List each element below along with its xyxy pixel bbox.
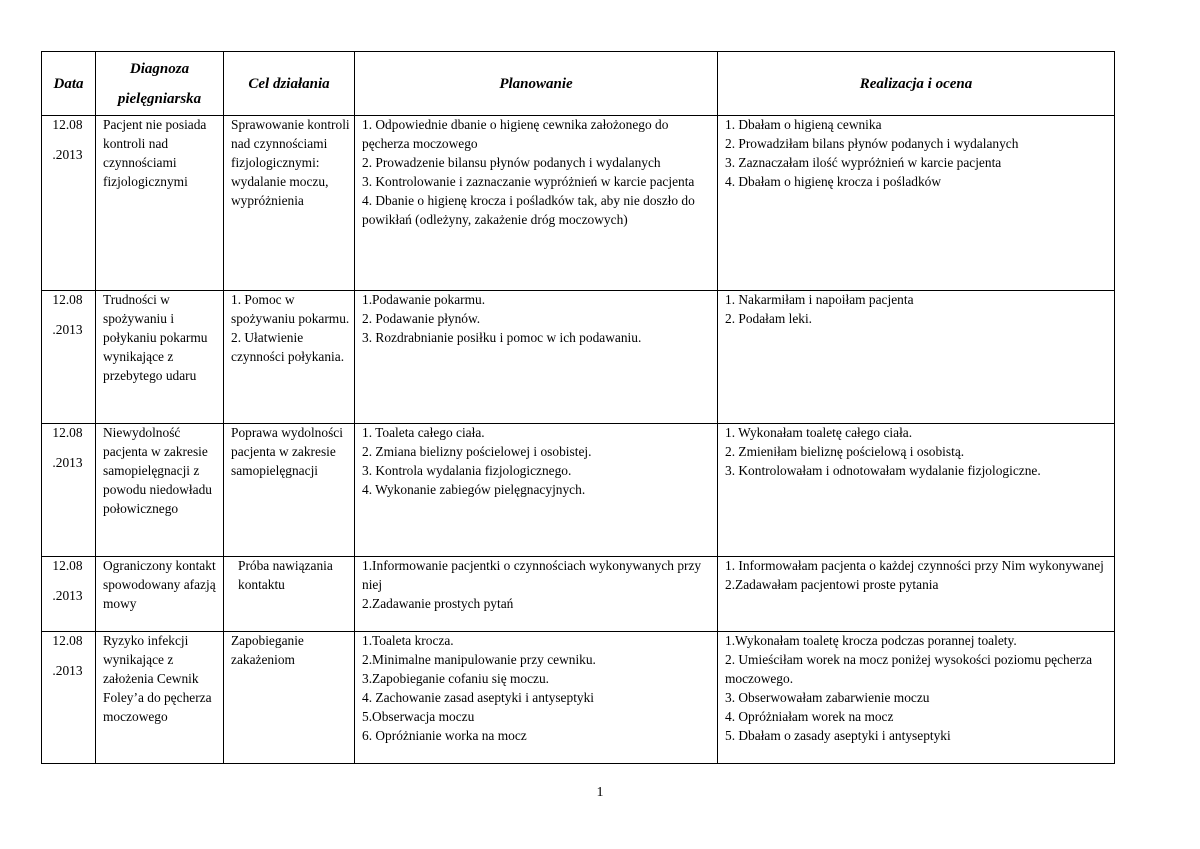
date-line-2: .2013 <box>52 587 83 603</box>
planning-cell: 1.Toaleta krocza. 2.Minimalne manipulowanie przy cewniku. 3.Zapobieganie cofaniu się moczu. 4. Zachowanie zasad aseptyki i antyseptyki 5.Obserwacja moczu 6. Opróżnianie worka na mocz <box>355 632 718 764</box>
realization-cell: 1. Wykonałam toaletę całego ciała. 2. Zmieniłam bieliznę pościelową i osobistą. 3. Kontrolowałam i odnotowałam wydalanie fizjologiczne. <box>718 424 1115 557</box>
header-row <box>42 52 1115 116</box>
date-line-1: 12.08 <box>52 117 83 132</box>
date-line-1: 12.08 <box>52 558 83 573</box>
table-row <box>42 557 1115 632</box>
realization-cell: 1. Nakarmiłam i napoiłam pacjenta 2. Podałam leki. <box>718 291 1115 424</box>
realization-cell: 1.Wykonałam toaletę krocza podczas porannej toalety. 2. Umieściłam worek na mocz poniżej wysokości poziomu pęcherza moczowego. 3. Obserwowałam zabarwienie moczu 4. Opróżniałam worek na mocz 5. Dbałam o zasady aseptyki i antyseptyki <box>718 632 1115 764</box>
date-line-1: 12.08 <box>52 292 83 307</box>
date-line-2: .2013 <box>52 321 83 337</box>
date-line-1: 12.08 <box>52 633 83 648</box>
table-row <box>42 632 1115 764</box>
goal-cell: 1. Pomoc w spożywaniu pokarmu. 2. Ułatwienie czynności połykania. <box>224 291 355 424</box>
table-row <box>42 424 1115 557</box>
realization-cell: 1. Informowałam pacjenta o każdej czynności przy Nim wykonywanej 2.Zadawałam pacjentowi proste pytania <box>718 557 1115 632</box>
table-row <box>42 291 1115 424</box>
date-line-2: .2013 <box>52 662 83 678</box>
date-line-2: .2013 <box>52 454 83 470</box>
diagnosis-cell: Ograniczony kontakt spowodowany afazją mowy <box>96 557 224 632</box>
diagnosis-cell: Trudności w spożywaniu i połykaniu pokarmu wynikające z przebytego udaru <box>96 291 224 424</box>
table-row <box>42 116 1115 291</box>
date-line-1: 12.08 <box>52 425 83 440</box>
header-planning: Planowanie <box>355 52 718 116</box>
planning-cell: 1.Informowanie pacjentki o czynnościach wykonywanych przy niej 2.Zadawanie prostych pytań <box>355 557 718 632</box>
diagnosis-cell: Pacjent nie posiada kontroli nad czynnościami fizjologicznymi <box>96 116 224 291</box>
date-cell <box>42 557 96 632</box>
goal-cell: Próba nawiązania kontaktu <box>224 557 355 632</box>
date-cell <box>42 424 96 557</box>
planning-cell: 1. Odpowiednie dbanie o higienę cewnika założonego do pęcherza moczowego 2. Prowadzenie bilansu płynów podanych i wydalanych 3. Kontrolowanie i zaznaczanie wypróżnień w karcie pacjenta 4. Dbanie o higienę krocza i pośladków tak, aby nie doszło do powikłań (odleżyny, zakażenie dróg moczowych) <box>355 116 718 291</box>
diagnosis-cell: Ryzyko infekcji wynikające z założenia Cewnik Foley’a do pęcherza moczowego <box>96 632 224 764</box>
goal-cell: Poprawa wydolności pacjenta w zakresie samopielęgnacji <box>224 424 355 557</box>
diagnosis-cell: Niewydolność pacjenta w zakresie samopielęgnacji z powodu niedowładu połowicznego <box>96 424 224 557</box>
goal-cell: Zapobieganie zakażeniom <box>224 632 355 764</box>
planning-cell: 1.Podawanie pokarmu. 2. Podawanie płynów. 3. Rozdrabnianie posiłku i pomoc w ich podawaniu. <box>355 291 718 424</box>
date-cell <box>42 291 96 424</box>
date-line-2: .2013 <box>52 146 83 162</box>
header-goal: Cel działania <box>224 52 355 116</box>
page-number: 1 <box>596 785 604 800</box>
nursing-care-table <box>41 51 1115 764</box>
header-diagnosis: Diagnoza pielęgniarska <box>96 52 224 116</box>
header-date: Data <box>42 52 96 116</box>
date-cell <box>42 116 96 291</box>
date-cell <box>42 632 96 764</box>
realization-cell: 1. Dbałam o higieną cewnika 2. Prowadziłam bilans płynów podanych i wydalanych 3. Zaznaczałam ilość wypróżnień w karcie pacjenta 4. Dbałam o higienę krocza i pośladków <box>718 116 1115 291</box>
goal-cell: Sprawowanie kontroli nad czynnościami fizjologicznymi: wydalanie moczu, wypróżnienia <box>224 116 355 291</box>
planning-cell: 1. Toaleta całego ciała. 2. Zmiana bielizny pościelowej i osobistej. 3. Kontrola wydalania fizjologicznego. 4. Wykonanie zabiegów pielęgnacyjnych. <box>355 424 718 557</box>
header-realization: Realizacja i ocena <box>718 52 1115 116</box>
